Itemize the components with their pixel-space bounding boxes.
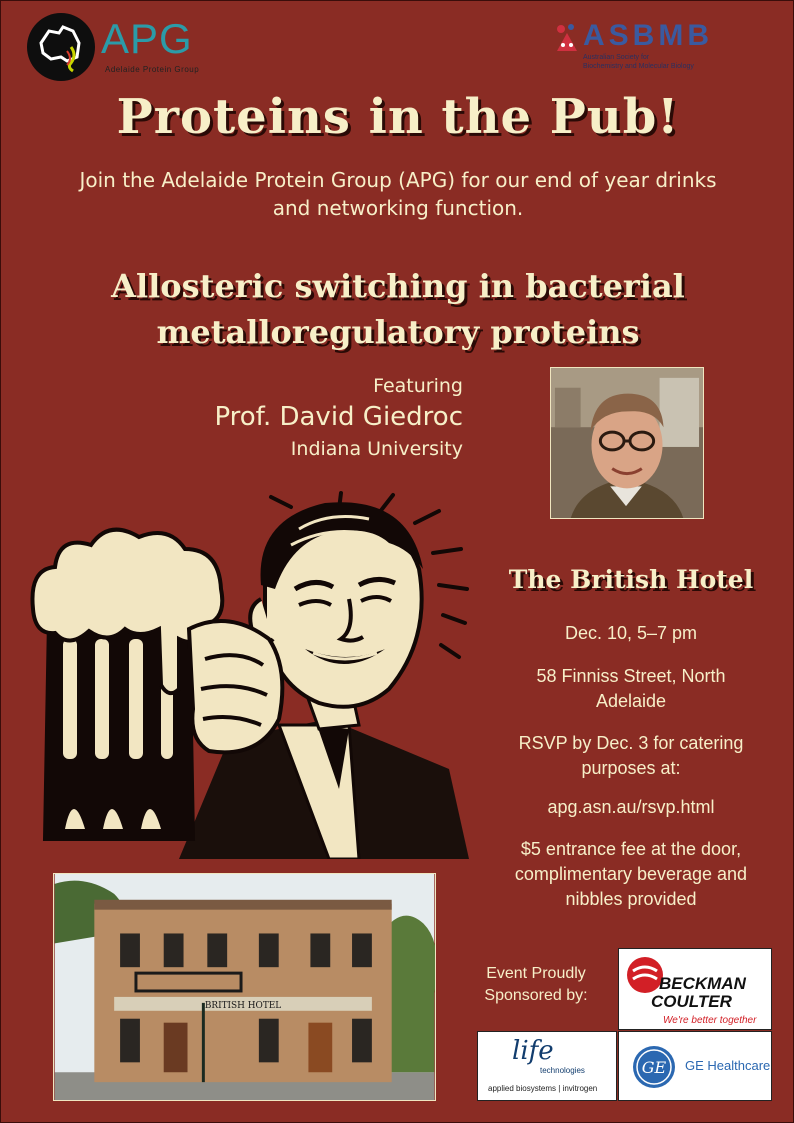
speaker-photo [550,367,704,519]
fee-line-1: $5 entrance fee at the door, [520,839,742,859]
rsvp-line-2: purposes at: [581,758,681,778]
beckman-wordmark [651,974,746,1011]
svg-text:GE: GE [641,1058,667,1077]
featuring-label: Featuring [373,375,463,397]
intro-line-2: and networking function. [272,196,524,220]
speaker-name: Prof. David Giedroc [214,402,463,432]
life-wordmark: life [512,1036,554,1066]
talk-title-line-2: metalloregulatory proteins [156,313,640,351]
asbmb-wordmark: ASBMB [583,19,713,52]
apg-wordmark: APG [101,15,193,62]
apg-subtitle: Adelaide Protein Group [105,65,200,74]
beckman-coulter-logo [618,948,772,1030]
life-subtitle: technologies [540,1066,585,1075]
beer-man-illustration [29,489,469,859]
rsvp-line-1: RSVP by Dec. 3 for catering [518,733,744,753]
venue-address-line-1: 58 Finniss Street, North [536,666,726,686]
asbmb-emblem-icon [553,21,581,53]
speaker-affiliation: Indiana University [290,438,463,460]
event-date: Dec. 10, 5–7 pm [564,623,698,643]
asbmb-subtitle-line-1: Australian Society for [583,54,650,61]
talk-title-line-1: Allosteric switching in bacterial [111,267,685,305]
sponsor-label-line-1: Event Proudly [486,965,586,982]
sponsor-label-line-2: Sponsored by: [484,987,588,1004]
intro-line-1: Join the Adelaide Protein Group (APG) for our end of year drinks [79,168,717,192]
poster-title: Proteins in the Pub! [116,89,680,145]
venue-name: The British Hotel [508,565,754,594]
rsvp-text [479,731,783,781]
asbmb-logo [553,17,753,77]
beckman-wordmark-line-2: COULTER [651,992,732,1011]
venue-address-line-2: Adelaide [595,691,667,711]
asbmb-subtitle-line-2: Biochemistry and Molecular Biology [583,63,694,70]
venue-address [479,664,783,714]
rsvp-link[interactable]: apg.asn.au/rsvp.html [547,797,715,817]
life-technologies-logo [477,1031,617,1101]
intro-text [31,166,765,222]
apg-logo [27,13,217,83]
life-brands: applied biosystems | invitrogen [488,1084,598,1093]
fee-line-3: nibbles provided [565,889,697,909]
ge-monogram-icon [631,1044,677,1090]
talk-title [41,263,755,355]
apg-emblem-icon [27,13,95,81]
hotel-sign: BRITISH HOTEL [204,1000,282,1011]
sponsor-label [471,963,601,1007]
ge-wordmark: GE Healthcare [685,1058,771,1073]
speaker-block [214,373,463,463]
fee-text [479,837,783,912]
asbmb-subtitle [583,53,694,71]
beckman-wordmark-line-1: BECKMAN [659,974,746,993]
ge-healthcare-logo [618,1031,772,1101]
fee-line-2: complimentary beverage and [514,864,748,884]
hotel-photo [53,873,436,1101]
beckman-tagline: We're better together [663,1015,757,1026]
